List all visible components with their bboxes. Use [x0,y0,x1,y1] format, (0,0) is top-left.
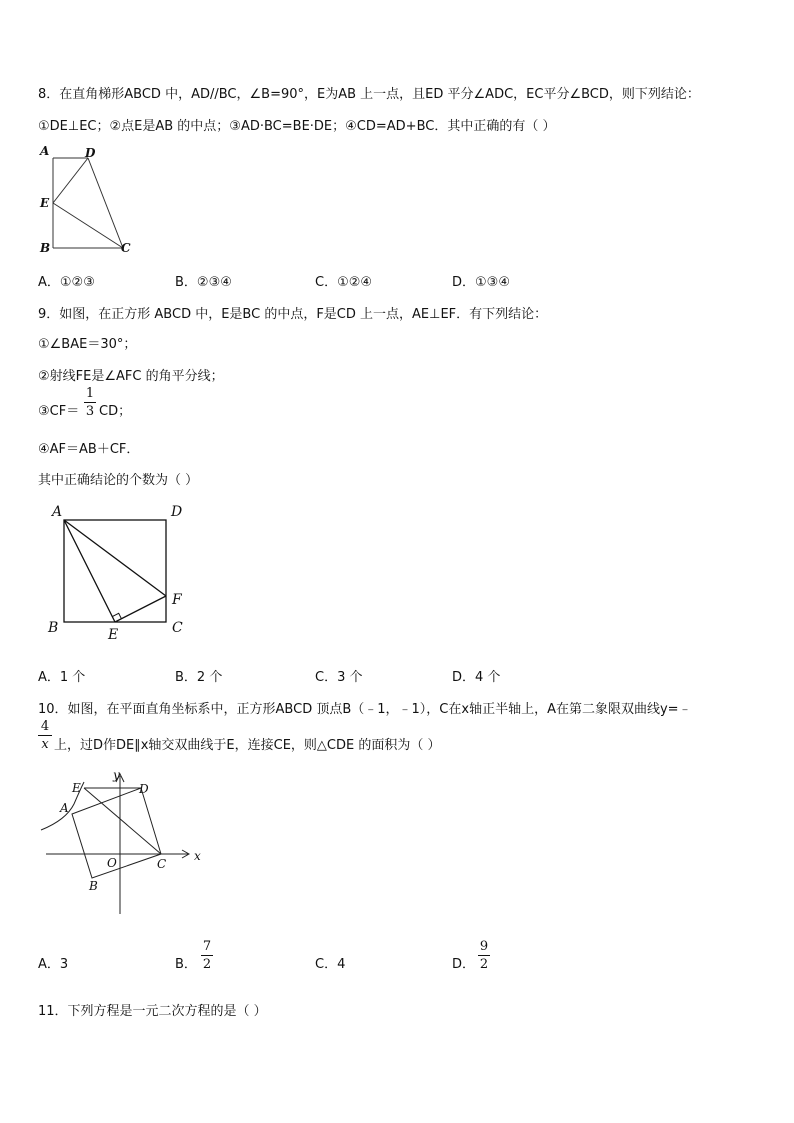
q9-option-a: A．1 个 [38,670,86,685]
q9-label-F: F [172,592,182,608]
q10-label-E: E [72,781,81,795]
q10-option-b-denominator: 2 [202,957,212,972]
q10-label-O: O [107,856,117,870]
q8-label-B: B [40,241,51,255]
q9-ask: 其中正确结论的个数为（ ） [38,473,199,488]
q9-option-d: D．4 个 [452,670,501,685]
q8-trapezoid-figure [36,142,146,257]
q9-c3-fraction [84,386,96,419]
q8-stem: 8．在直角梯形ABCD 中，AD//BC，∠B=90°，E为AB 上一点，且ED 平分∠ADC，EC平分∠BCD，则下列结论： [38,87,700,102]
q10-label-B: B [89,879,98,893]
q10-hyperbola-fraction [38,719,52,752]
q10-option-d-denominator: 2 [479,957,489,972]
q10-frac-denominator: x [41,737,49,752]
q9-c3-denominator: 3 [85,404,95,419]
q10-option-b-prefix: B． [175,957,197,972]
q10-option-b-fraction [201,939,213,972]
q8-label-C: C [121,241,131,255]
q8-conclusions: ①DE⊥EC；②点E是AB 的中点；③AD·BC=BE·DE；④CD=AD+BC．其中正确的有（ ） [38,119,556,134]
q10-option-c: C．4 [315,957,346,972]
q9-option-c: C．3 个 [315,670,363,685]
q9-label-A: A [52,504,63,520]
q10-label-A: A [60,801,69,815]
q9-c3-prefix: ③CF＝ [38,404,80,419]
q9-label-D: D [171,504,183,520]
q8-option-a: A．①②③ [38,275,95,290]
q9-stem: 9．如图，在正方形 ABCD 中，E是BC 的中点，F是CD 上一点，AE⊥EF．有下列结论： [38,307,548,322]
q10-label-x: x [194,849,201,863]
q8-label-D: D [85,146,96,160]
q9-c3-numerator: 1 [85,386,95,401]
q11-stem: 11．下列方程是一元二次方程的是（ ） [38,1004,267,1019]
q10-option-d-numerator: 9 [479,939,489,954]
q10-label-D: D [139,782,149,796]
q10-coordinate-figure [36,768,216,918]
q8-label-A: A [40,144,50,158]
q10-label-y: y [113,768,120,782]
q10-option-d-fraction [478,939,490,972]
q9-label-C: C [172,620,183,636]
q8-option-b: B．②③④ [175,275,232,290]
q10-stem: 10．如图，在平面直角坐标系中，正方形ABCD 顶点B（﹣1，﹣1），C在x轴正半轴上，A在第二象限双曲线y=﹣ [38,702,692,717]
q9-label-B: B [48,620,59,636]
q10-stem-cont-text: 上，过D作DE∥x轴交双曲线于E，连接CE，则△CDE 的面积为（ ） [54,738,441,753]
q9-option-b: B．2 个 [175,670,223,685]
q8-label-E: E [40,196,50,210]
q10-frac-numerator: 4 [40,719,50,734]
q10-label-C: C [157,857,167,871]
q9-conclusion-4: ④AF＝AB＋CF． [38,442,140,457]
q9-c3-suffix: CD； [99,404,132,419]
q9-conclusion-1: ①∠BAE＝30°； [38,337,137,352]
q9-label-E: E [108,627,119,643]
q10-option-b-numerator: 7 [202,939,212,954]
q9-conclusion-2: ②射线FE是∠AFC 的角平分线； [38,369,224,384]
q10-option-a: A．3 [38,957,69,972]
q9-square-figure [44,500,204,650]
q8-option-d: D．①③④ [452,275,510,290]
q10-option-d-prefix: D． [452,957,476,972]
q8-option-c: C．①②④ [315,275,373,290]
